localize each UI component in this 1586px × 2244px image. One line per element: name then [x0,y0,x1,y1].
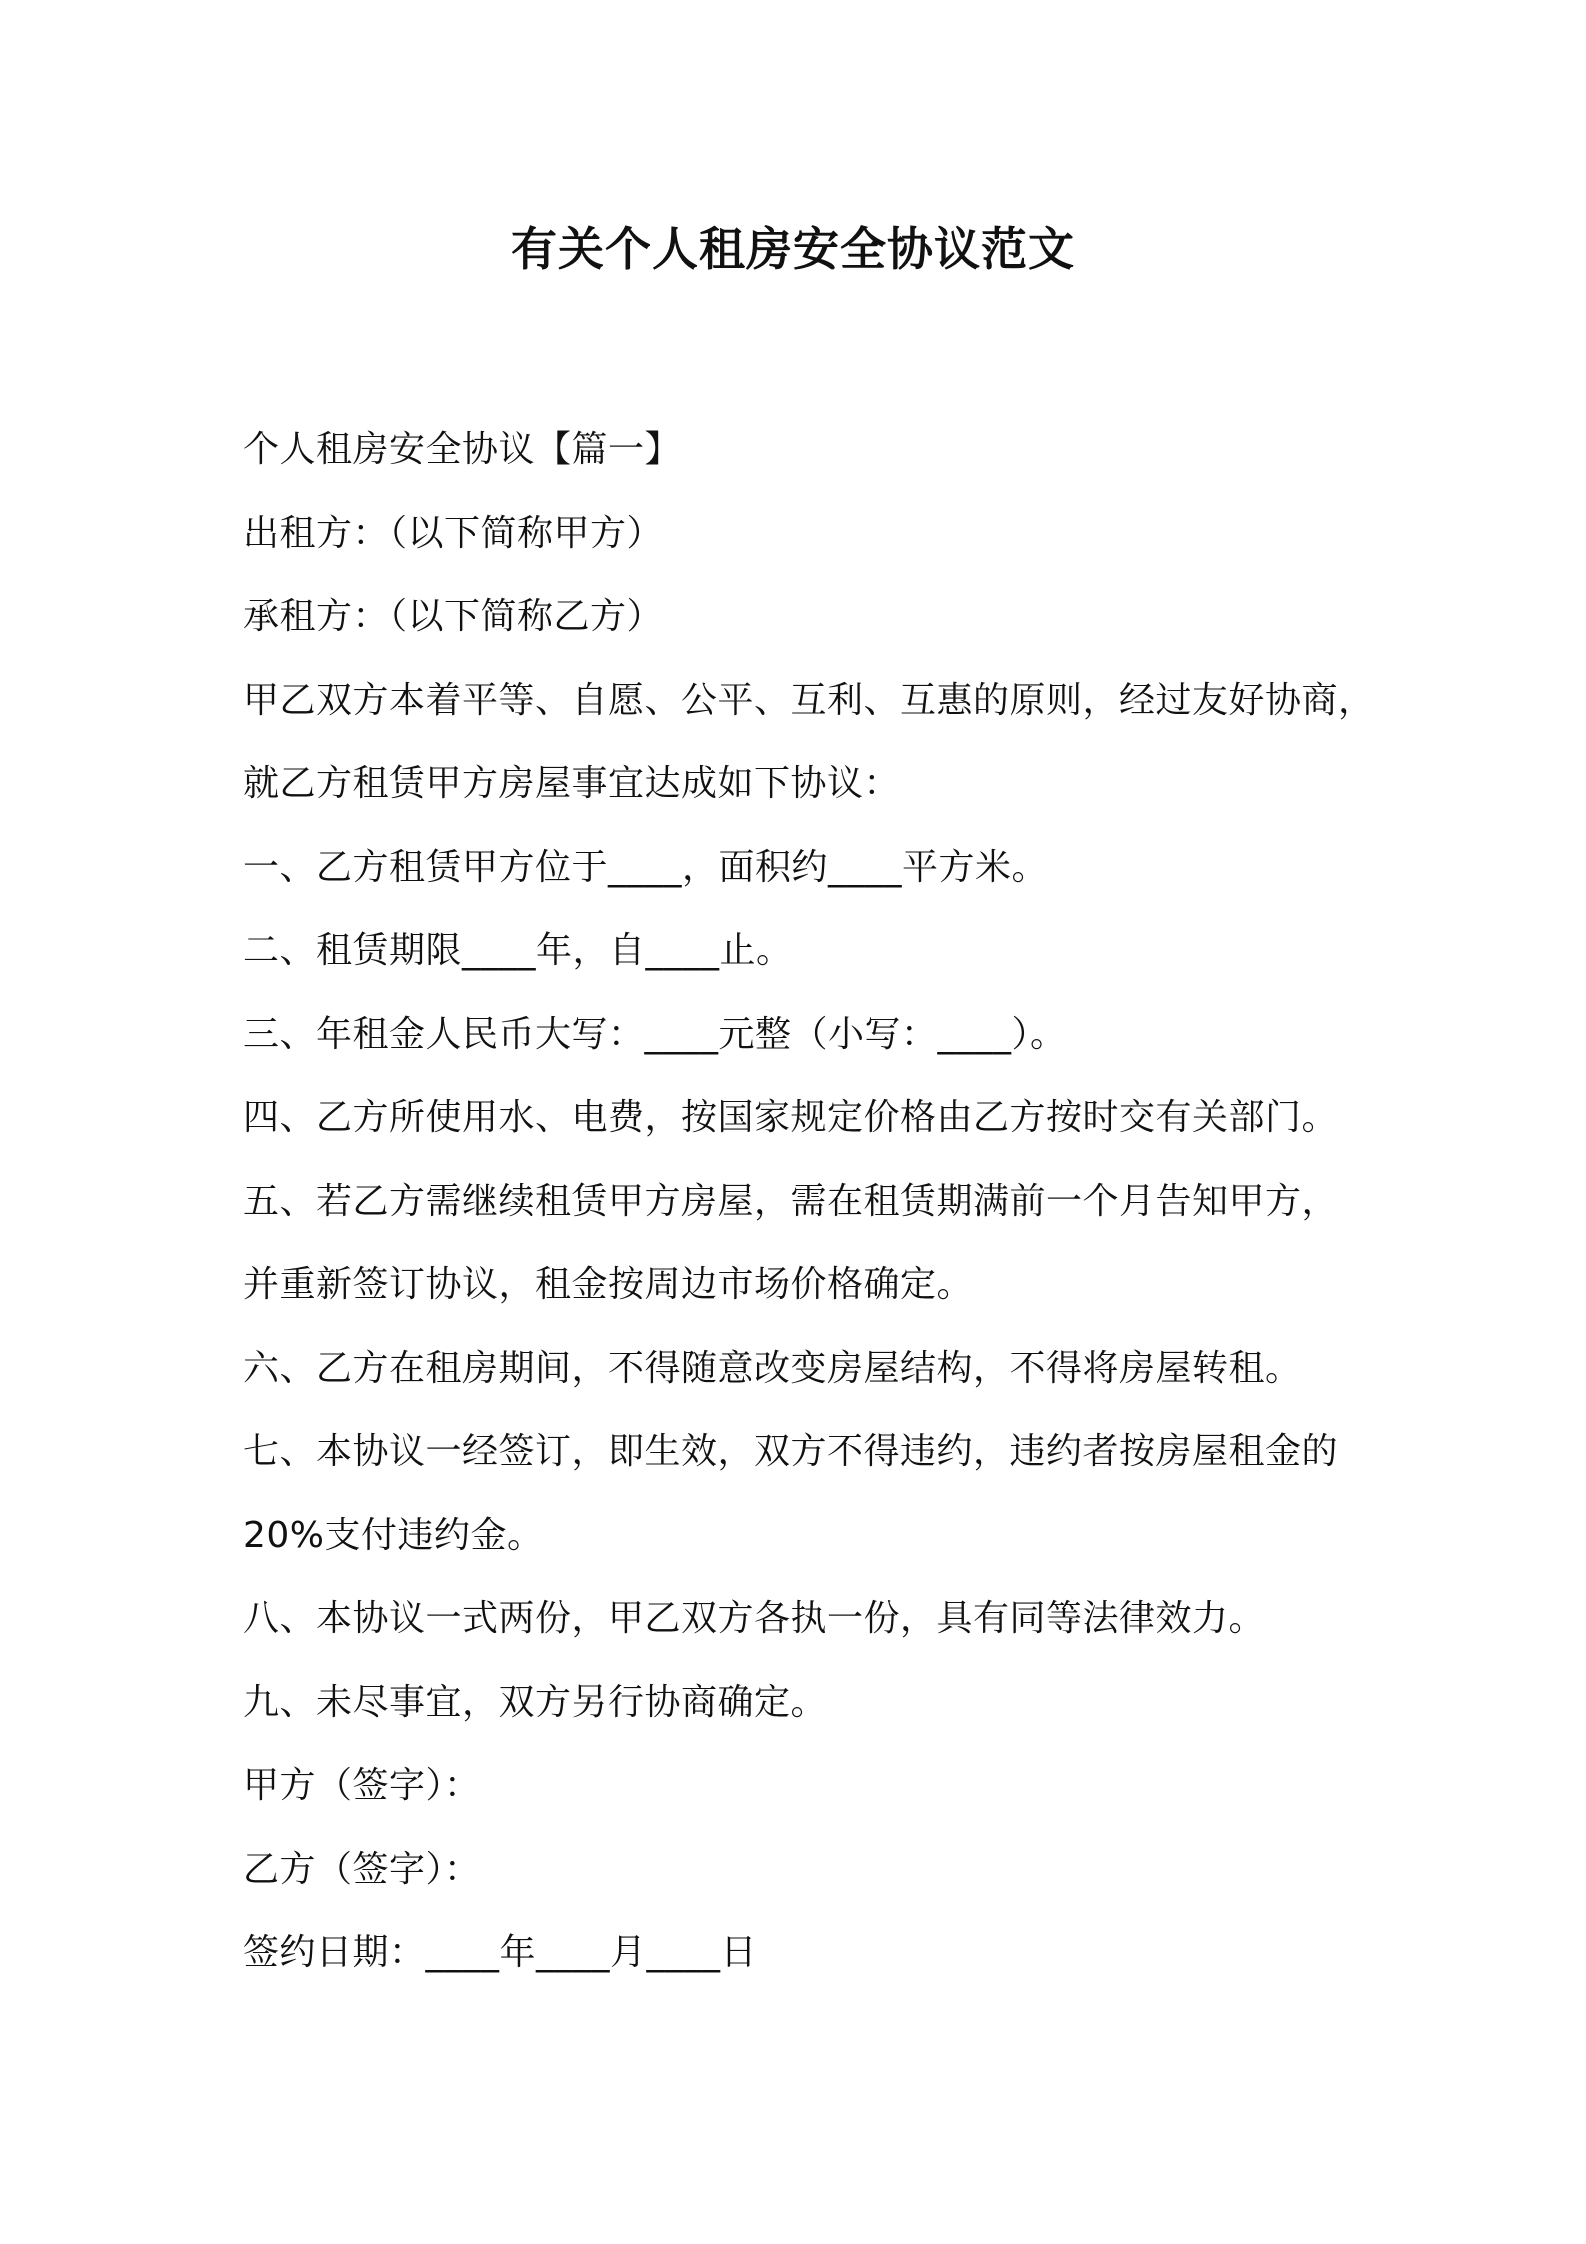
preamble-line-1: 甲乙双方本着平等、自愿、公平、互利、互惠的原则，经过友好协商， [243,679,1375,721]
clause-7-line-1: 七、本协议一经签订，即生效，双方不得违约，违约者按房屋租金的 [243,1431,1339,1472]
clause-5-line-2: 并重新签订协议，租金按周边市场价格确定。 [243,1264,974,1305]
lessor-line: 出租方：（以下简称甲方） [243,512,664,554]
clause-8: 八、本协议一式两份，甲乙双方各执一份，具有同等法律效力。 [243,1598,1266,1639]
preamble-line-2: 就乙方租赁甲方房屋事宜达成如下协议： [243,763,901,804]
party-b-signature: 乙方（签字）： [243,1848,481,1890]
section-heading: 个人租房安全协议【篇一】 [243,429,682,470]
clause-5-line-1: 五、若乙方需继续租赁甲方房屋，需在租赁期满前一个月告知甲方， [243,1180,1339,1222]
clause-3: 三、年租金人民币大写：____元整（小写：____）。 [243,1013,1067,1055]
lessee-line: 承租方：（以下简称乙方） [243,596,664,637]
document-title: 有关个人租房安全协议范文 [511,222,1075,276]
clause-2: 二、租赁期限____年，自____止。 [243,930,793,971]
clause-4: 四、乙方所使用水、电费，按国家规定价格由乙方按时交有关部门。 [243,1097,1339,1138]
party-a-signature: 甲方（签字）： [243,1765,481,1806]
clause-7-line-2: 20%支付违约金。 [243,1514,544,1556]
signing-date: 签约日期：____年____月____日 [243,1932,758,1973]
clause-1: 一、乙方租赁甲方位于____，面积约____平方米。 [243,846,1049,888]
document-body [243,408,1375,1995]
clause-9: 九、未尽事宜，双方另行协商确定。 [243,1681,828,1723]
clause-6: 六、乙方在租房期间，不得随意改变房屋结构，不得将房屋转租。 [243,1347,1302,1389]
